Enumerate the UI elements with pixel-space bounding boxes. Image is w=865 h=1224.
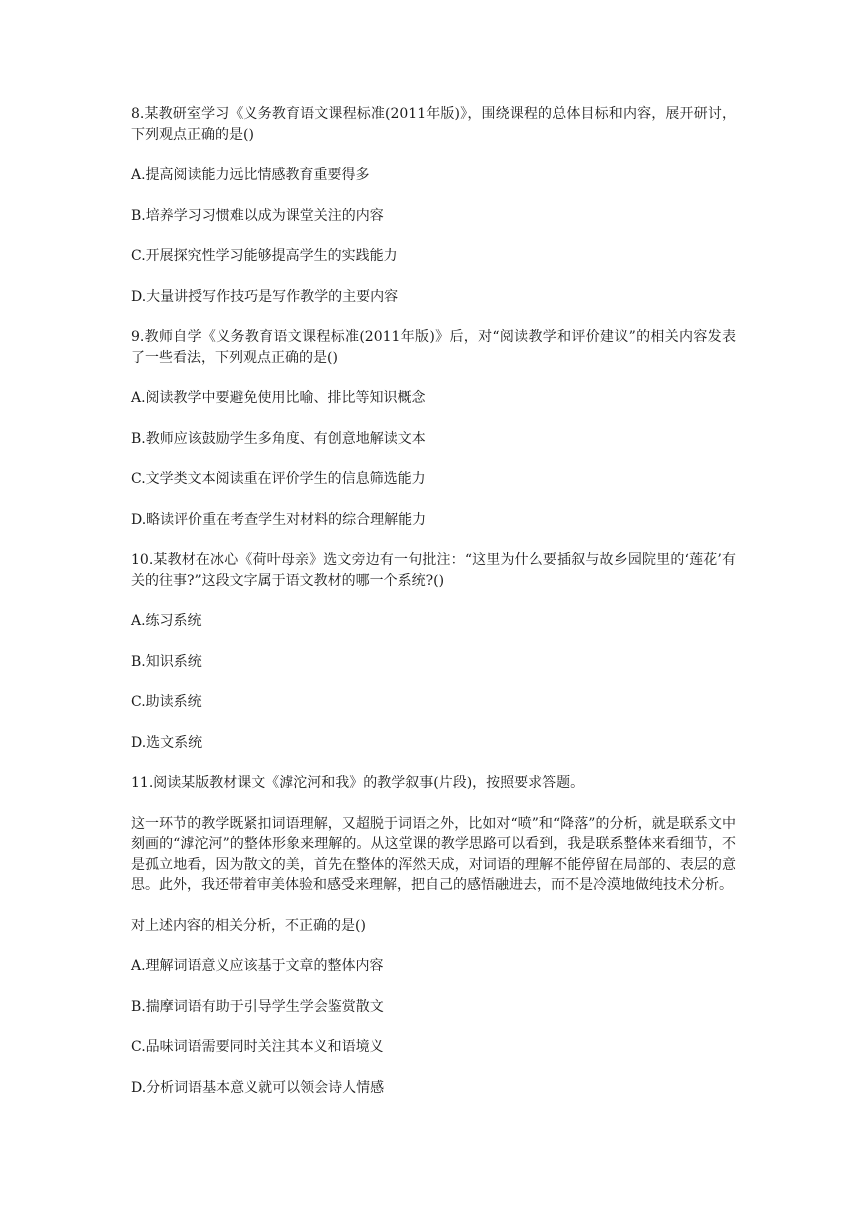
option-a: A.理解词语意义应该基于文章的整体内容	[131, 958, 384, 974]
question-stem: 9.教师自学《义务教育语文课程标准(2011年版)》后，对“阅读教学和评价建议”的相关内容发表了一些看法，下列观点正确的是()	[131, 329, 736, 366]
option-a: A.阅读教学中要避免使用比喻、排比等知识概念	[131, 390, 426, 406]
option-c: C.品味词语需要同时关注其本义和语境义	[131, 1039, 384, 1055]
option-d: D.分析词语基本意义就可以领会诗人情感	[131, 1079, 385, 1096]
question-stem: 8.某教研室学习《义务教育语文课程标准(2011年版)》，围绕课程的总体目标和内容，展开研讨，下列观点正确的是()	[131, 106, 736, 143]
question-stem: 11.阅读某版教材课文《滹沱河和我》的教学叙事(片段)，按照要求答题。	[131, 775, 585, 791]
reading-passage: 这一环节的教学既紧扣词语理解，又超脱于词语之外，比如对“喷”和“降落”的分析，就是联系文中刻画的“滹沱河”的整体形象来理解的。从这堂课的教学思路可以看到，我是联系整体来看细节，不是孤立地看，因为散文的美，首先在整体的浑然天成，对词语的理解不能停留在局部的、表层的意思。此外，我还带着审美体验和感受来理解，把自己的感悟融进去，而不是冷漠地做纯技术分析。	[131, 815, 736, 893]
question-8	[131, 104, 736, 307]
option-a: A.提高阅读能力远比情感教育重要得多	[131, 167, 370, 183]
option-b: B.教师应该鼓励学生多角度、有创意地解读文本	[131, 430, 426, 447]
question-prompt: 对上述内容的相关分析，不正确的是()	[131, 917, 366, 934]
option-a: A.练习系统	[131, 613, 202, 629]
option-c: C.助读系统	[131, 694, 202, 710]
question-11	[131, 773, 736, 1098]
option-c: C.开展探究性学习能够提高学生的实践能力	[131, 248, 398, 264]
option-d: D.略读评价重在考查学生对材料的综合理解能力	[131, 511, 427, 528]
option-d: D.大量讲授写作技巧是写作教学的主要内容	[131, 288, 399, 305]
option-b: B.揣摩词语有助于引导学生学会鉴赏散文	[131, 998, 384, 1015]
option-c: C.文学类文本阅读重在评价学生的信息筛选能力	[131, 471, 426, 487]
option-b: B.知识系统	[131, 653, 202, 670]
option-d: D.选文系统	[131, 734, 203, 751]
question-9	[131, 327, 736, 530]
question-stem: 10.某教材在冰心《荷叶母亲》选文旁边有一句批注：“这里为什么要插叙与故乡园院里的‘莲花’有关的往事?”这段文字属于语文教材的哪一个系统?()	[131, 552, 736, 589]
option-b: B.培养学习习惯难以成为课堂关注的内容	[131, 207, 384, 224]
document-page	[131, 104, 736, 1118]
question-10	[131, 550, 736, 753]
